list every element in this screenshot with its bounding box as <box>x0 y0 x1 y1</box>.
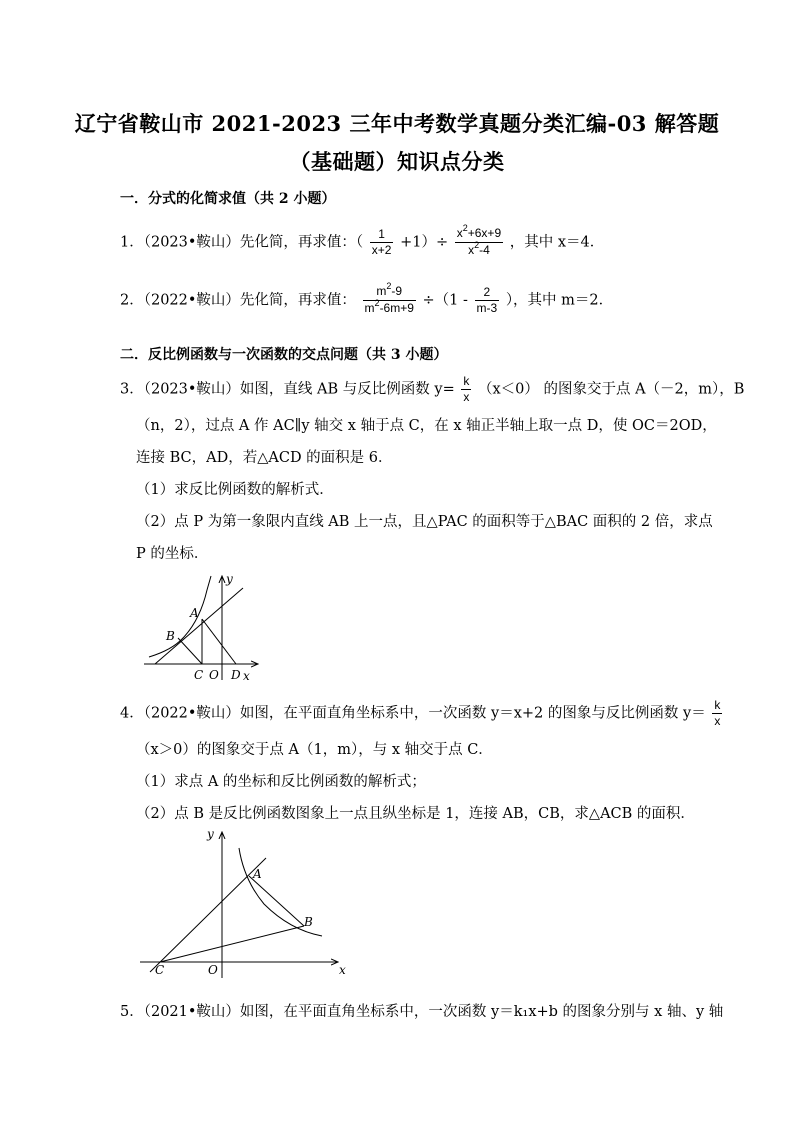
q4-label-a: A <box>253 867 262 881</box>
q4-label-b: B <box>304 915 313 929</box>
question-3-figure <box>136 568 266 686</box>
q3-k: k <box>463 374 470 388</box>
q4-label-o: O <box>208 963 218 977</box>
q3-label-c: C <box>194 668 204 682</box>
q1-fraction-2 <box>455 223 503 259</box>
q3-segment-ad <box>202 619 236 664</box>
q4-segment-cb <box>160 926 304 962</box>
q3-line-ab <box>155 588 243 664</box>
question-5-line-1: 5．（2021•鞍山）如图，在平面直角坐标系中，一次函数 y＝k₁x+b 的图象分别与 x 轴、y 轴 <box>120 1004 724 1020</box>
question-2 <box>120 281 614 317</box>
q3-label-a: A <box>190 606 199 620</box>
q2-fraction-2-denominator: m-3 <box>476 301 498 315</box>
q3-x: x <box>463 390 470 404</box>
q2-fraction-2 <box>475 285 500 316</box>
q1-fraction-2-numerator: $x^2+6x+9$ <box>455 226 503 243</box>
question-3-part-1: （1）求反比例函数的解析式． <box>136 482 334 498</box>
q2-prefix: 2．（2022•鞍山）先化简，再求值： <box>120 292 356 309</box>
question-3-line-3: 连接 BC，AD，若△ACD 的面积是 6． <box>136 450 393 466</box>
document-title-line1: 辽宁省鞍山市 2021-2023 三年中考数学真题分类汇编-03 解答题 <box>74 111 720 136</box>
q1-fraction-1-numerator: 1 <box>370 227 394 243</box>
section-heading-fraction-simplification: 一．分式的化简求值（共 2 小题） <box>120 191 336 207</box>
q3-label-y: y <box>226 572 233 586</box>
q4-label-y: y <box>207 827 214 841</box>
q4-label-x: x <box>339 963 346 977</box>
q1-suffix: ，其中 x＝4． <box>509 234 605 251</box>
q1-prefix: 1．（2023•鞍山）先化简，再求值：（ <box>120 234 364 251</box>
question-3-line-2: （n，2），过点 A 作 AC∥y 轴交 x 轴于点 C，在 x 轴正半轴上取一点 D，使 OC＝2OD， <box>136 418 717 434</box>
q3-segment-bc <box>178 638 202 664</box>
q3-condition: （x＜0） <box>477 381 539 398</box>
q2-fraction-1 <box>363 281 416 317</box>
q3-label-d: D <box>231 668 241 682</box>
q1-fraction-1 <box>370 227 394 258</box>
q1-fraction-2-denominator: $x^2-4$ <box>468 240 490 257</box>
q3-label-x: x <box>243 669 250 683</box>
q4-k-over-x <box>712 698 722 729</box>
q4-line1-prefix: 4．（2022•鞍山）如图，在平面直角坐标系中，一次函数 y＝x+2 的图象与反比例函数 y＝ <box>120 705 706 722</box>
question-4-line-1 <box>120 698 724 729</box>
question-3-part-2-line-2: P 的坐标． <box>136 546 209 562</box>
q4-line-ca <box>150 858 266 972</box>
question-3-line-1 <box>120 374 744 405</box>
q4-segment-ab <box>249 876 304 926</box>
q3-label-b: B <box>166 629 175 643</box>
question-3-part-2-line-1: （2）点 P 为第一象限内直线 AB 上一点，且△PAC 的面积等于△BAC 面积的 2 倍，求点 <box>136 514 713 530</box>
question-1 <box>120 223 605 259</box>
q2-suffix: ），其中 m＝2． <box>505 292 614 309</box>
question-4-part-1: （1）求点 A 的坐标和反比例函数的解析式； <box>136 774 426 790</box>
question-4-line-2: （x＞0）的图象交于点 A（1，m），与 x 轴交于点 C． <box>136 742 493 758</box>
q4-x: x <box>714 714 721 728</box>
q4-label-c: C <box>155 963 165 977</box>
question-4-figure <box>136 824 356 984</box>
q2-divide-one-minus: ÷（1 - <box>422 292 468 309</box>
question-4-part-2: （2）点 B 是反比例函数图象上一点且纵坐标是 1，连接 AB，CB，求△ACB 的面积． <box>136 806 695 822</box>
q2-fraction-2-numerator: 2 <box>475 285 500 301</box>
q2-fraction-1-denominator: $m^2-6m+9$ <box>364 298 414 315</box>
q2-fraction-1-numerator: $m^2-9$ <box>363 284 416 301</box>
section-heading-inverse-proportion: 二．反比例函数与一次函数的交点问题（共 3 小题） <box>120 347 448 363</box>
q3-line1-suffix: 的图象交于点 A（－2，m），B <box>543 381 745 398</box>
document-title-line2: （基础题）知识点分类 <box>289 149 505 174</box>
q3-line1-prefix: 3．（2023•鞍山）如图，直线 AB 与反比例函数 y= <box>120 381 455 398</box>
q3-k-over-x <box>461 374 471 405</box>
q3-label-o: O <box>209 668 219 682</box>
q4-k: k <box>714 698 721 712</box>
q1-fraction-1-denominator: x+2 <box>371 243 392 257</box>
q1-plus-one: +1）÷ <box>400 234 449 251</box>
